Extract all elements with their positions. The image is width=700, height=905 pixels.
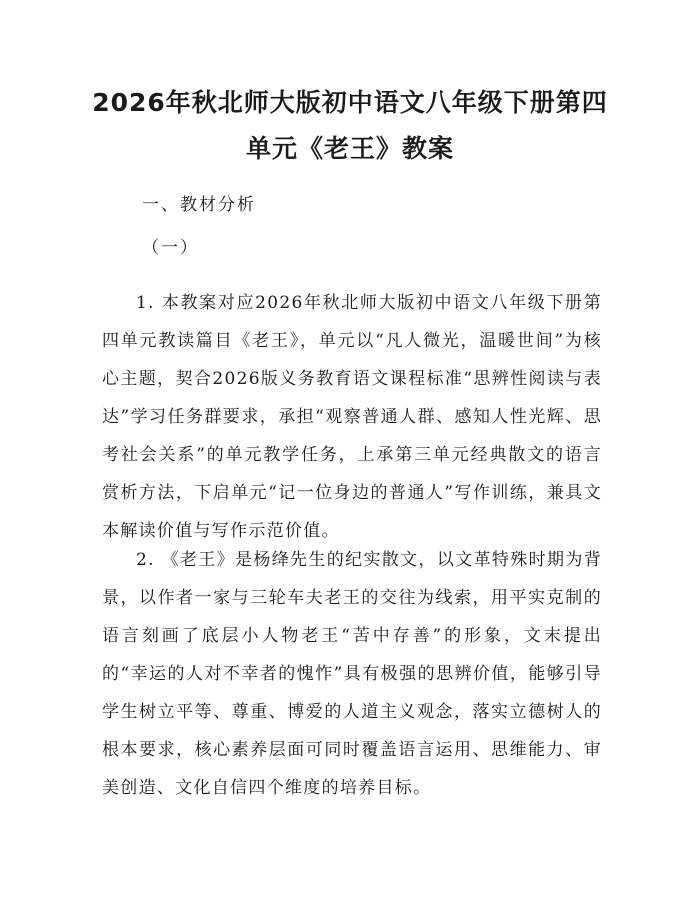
paragraph-1: 1. 本教案对应2026年秋北师大版初中语文八年级下册第四单元教读篇目《老王》，单元以“凡人微光，温暖世间”为核心主题，契合2026版义务教育语文课程标准“思辨性阅读与表达”学习任务群要求，承担“观察普通人群、感知人性光辉、思考社会关系”的单元教学任务，上承第三单元经典散文的语言赏析方法，下启单元“记一位身边的普通人”写作训练，兼具文本解读价值与写作示范价值。	[102, 293, 602, 541]
subsection-heading: （一）	[142, 238, 199, 258]
document-title-line-2: 单元《老王》教案	[245, 134, 454, 163]
document-title-line-1: 2026年秋北师大版初中语文八年级下册第四	[92, 88, 608, 117]
paragraph-2: 2. 《老王》是杨绛先生的纪实散文，以文革特殊时期为背景，以作者一家与三轮车夫老王的交往为线索，用平实克制的语言刻画了底层小人物老王“苦中存善”的形象，文末提出的“幸运的人对不幸者的愧怍”具有极强的思辨价值，能够引导学生树立平等、尊重、博爱的人道主义观念，落实立德树人的根本要求，核心素养层面可同时覆盖语言运用、思维能力、审美创造、文化自信四个维度的培养目标。	[102, 550, 602, 798]
section-heading: 一、教材分析	[142, 195, 256, 215]
